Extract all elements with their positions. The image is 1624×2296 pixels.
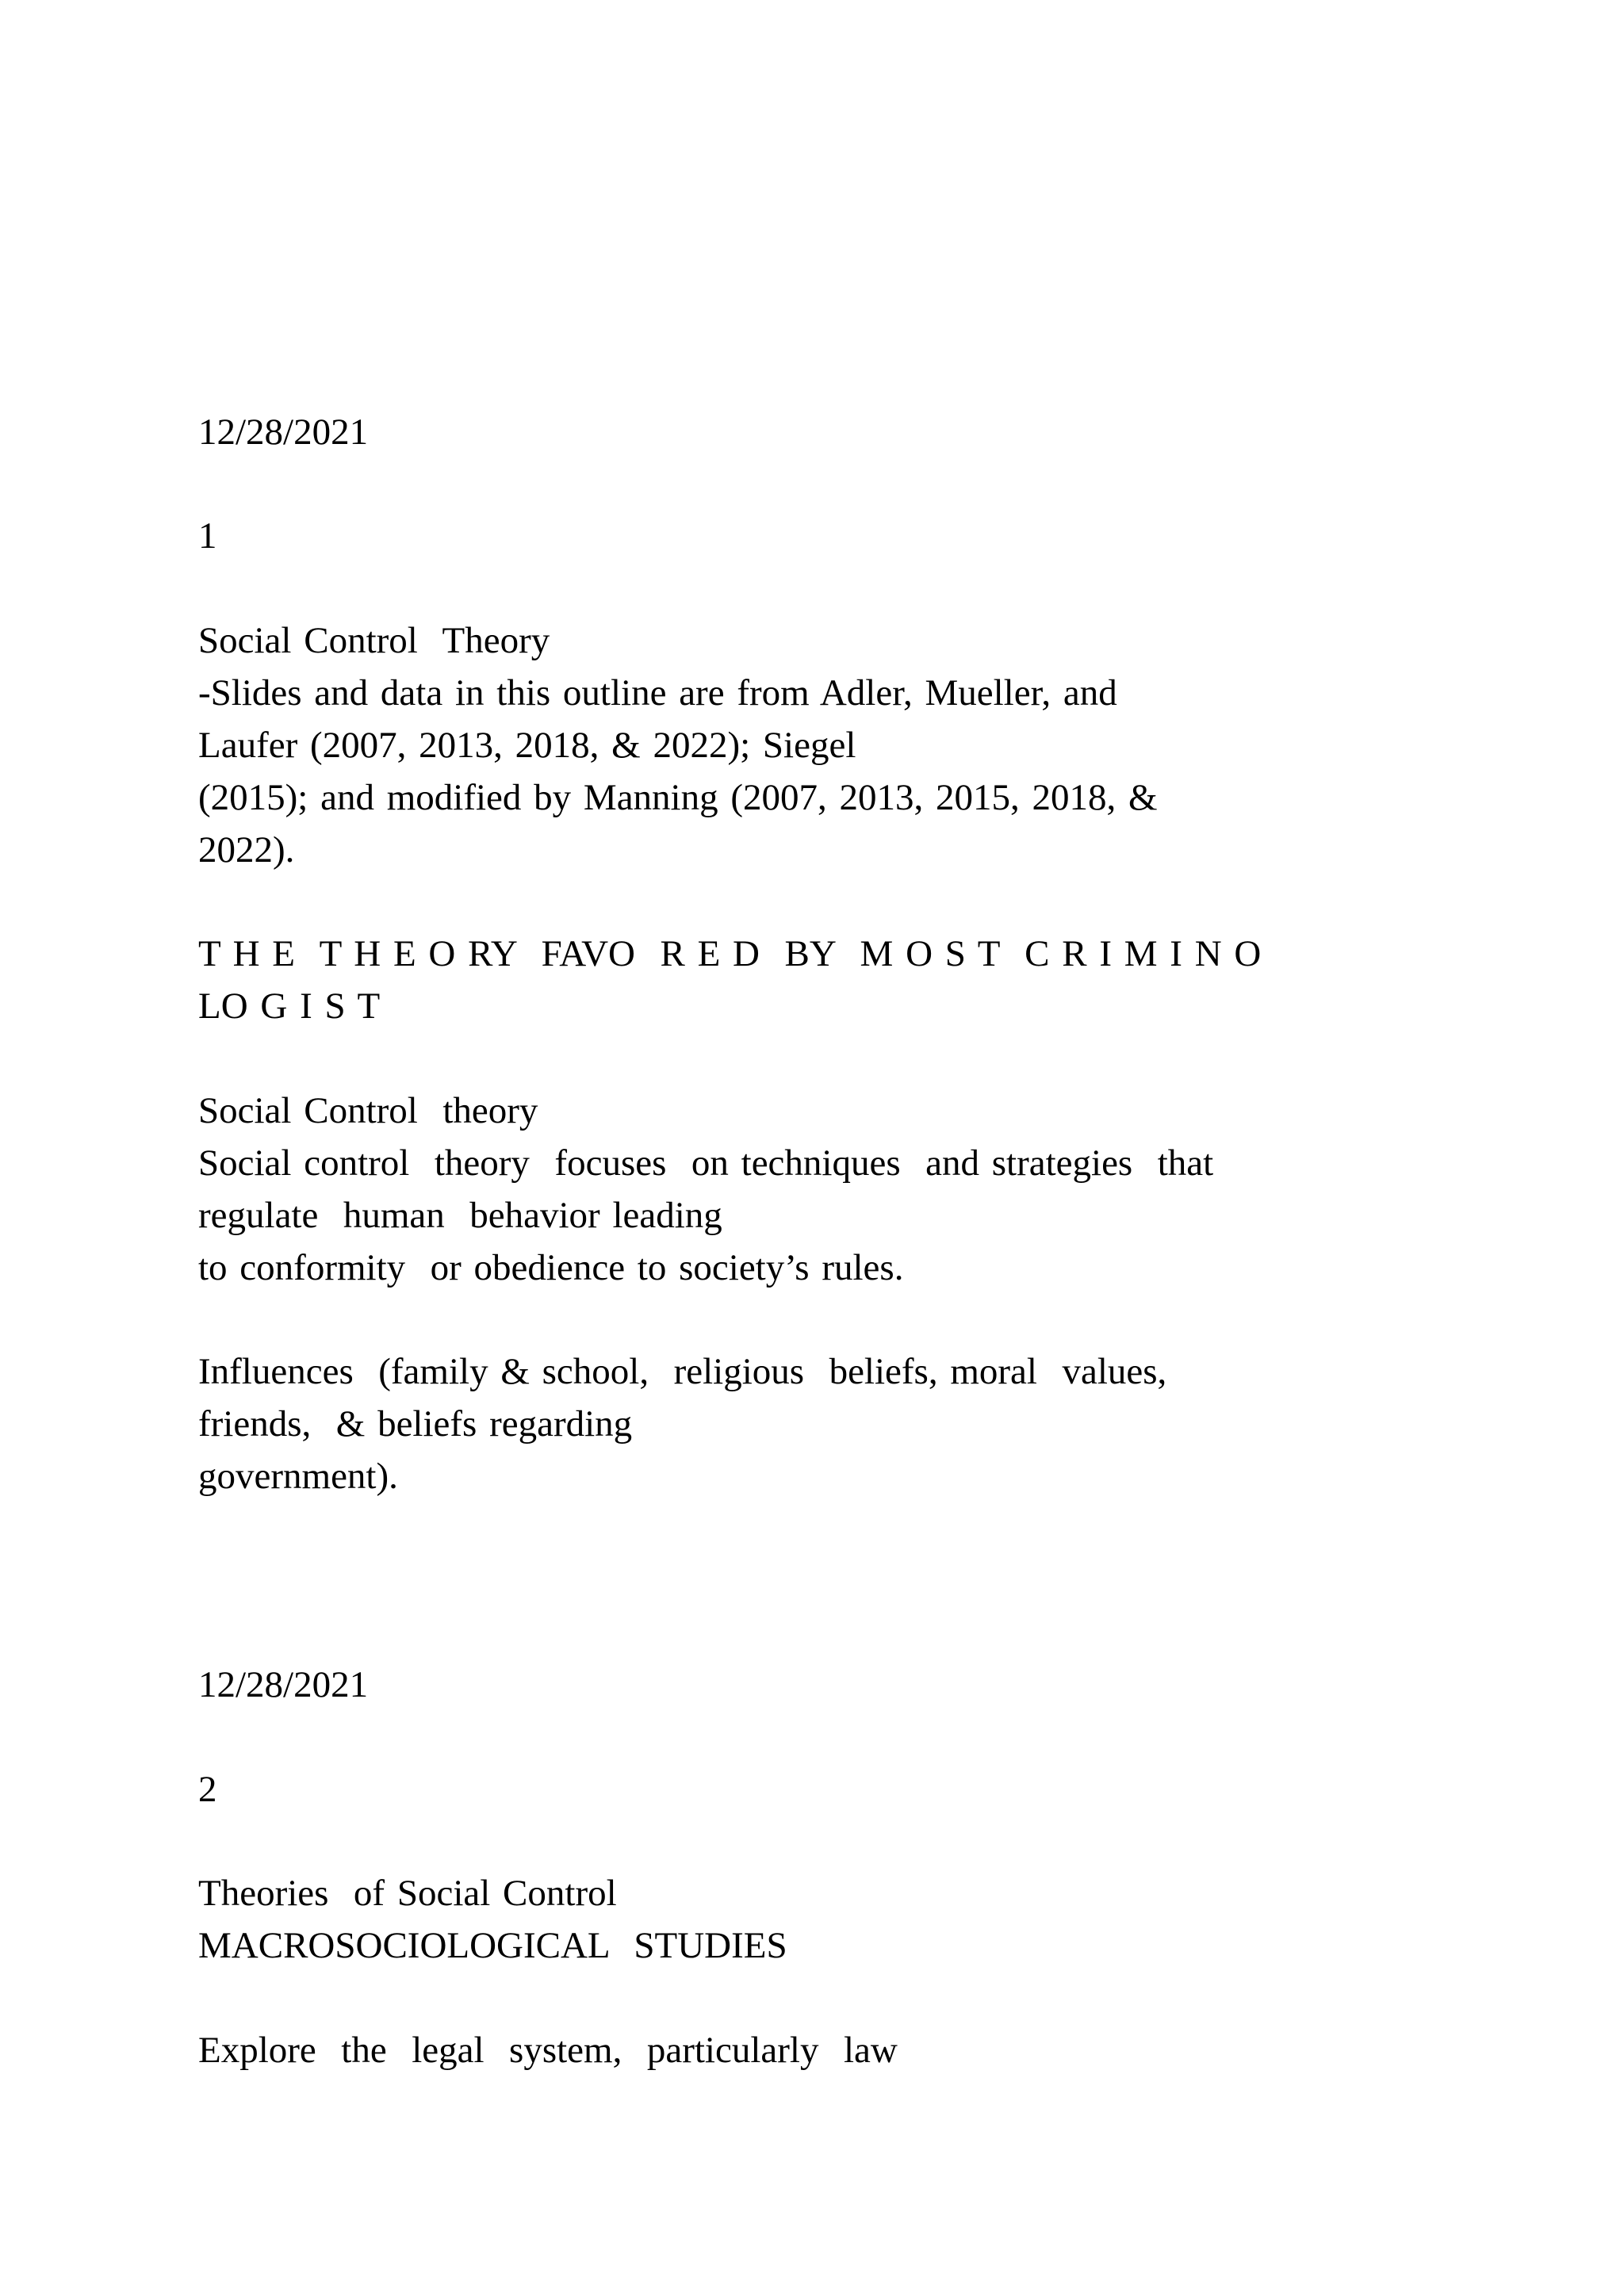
body-line: Explore the legal system, particularly law xyxy=(198,2030,898,2071)
subtitle-line: T H E T H E O RY FAVO R E D BY M O S T C R I M I N O xyxy=(198,933,1262,974)
slide-number: 1 xyxy=(198,515,217,557)
slide-title: Theories of Social Control xyxy=(198,1873,617,1914)
slide-number: 2 xyxy=(198,1769,217,1810)
slide-title: Social Control Theory xyxy=(198,620,550,661)
influences-line: friends, & beliefs regarding xyxy=(198,1403,633,1445)
section-heading: Social Control theory xyxy=(198,1090,538,1131)
influences-line: government). xyxy=(198,1456,398,1497)
source-line: -Slides and data in this outline are from Adler, Mueller, and xyxy=(198,672,1117,714)
subtitle-line: LO G I S T xyxy=(198,985,381,1027)
slide-date: 12/28/2021 xyxy=(198,411,369,453)
source-line: (2015); and modified by Manning (2007, 2013, 2015, 2018, & xyxy=(198,777,1158,818)
source-line: 2022). xyxy=(198,829,295,871)
definition-line: regulate human behavior leading xyxy=(198,1195,722,1236)
influences-line: Influences (family & school, religious beliefs, moral values, xyxy=(198,1351,1167,1392)
slide-subheading: MACROSOCIOLOGICAL STUDIES xyxy=(198,1925,787,1966)
definition-line: Social control theory focuses on techniques and strategies that xyxy=(198,1142,1214,1184)
definition-line: to conformity or obedience to society’s rules. xyxy=(198,1247,904,1288)
source-line: Laufer (2007, 2013, 2018, & 2022); Siegel xyxy=(198,725,856,766)
slide-date: 12/28/2021 xyxy=(198,1664,369,1705)
